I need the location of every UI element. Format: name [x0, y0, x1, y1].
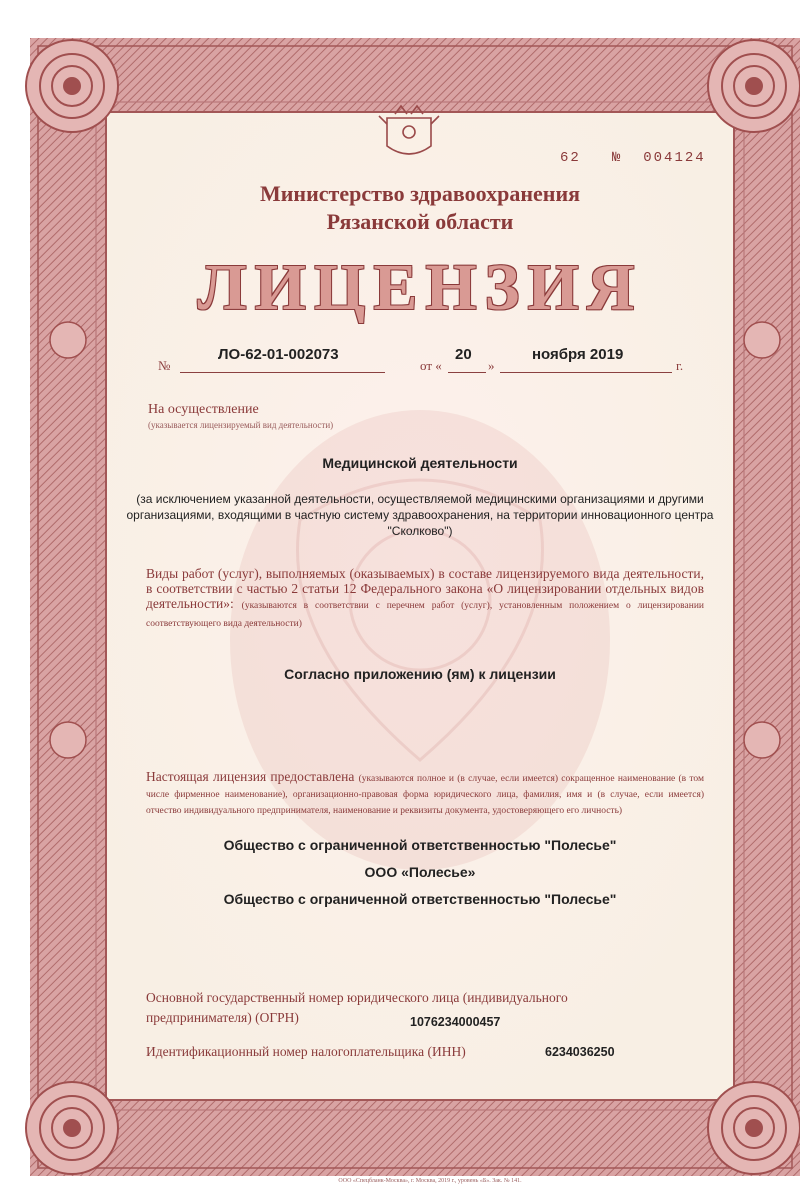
printer-note: ООО «Спецбланк-Москва», г. Москва, 2019 г., уровень «Б». Зак. № 141. [338, 1178, 522, 1184]
granted-label: Настоящая лицензия предоставлена [146, 769, 355, 784]
activity-label: На осуществление [148, 402, 259, 417]
date-month-underline [500, 372, 672, 373]
serial-number [560, 150, 706, 166]
works-block [146, 566, 704, 632]
organization-brand-name: Общество с ограниченной ответственностью "Полесье" [223, 891, 617, 907]
activity-note: (за исключением указанной деятельности, осуществляемой медицинскими организациями и другими организациями, входящими в частную систему здравоохранения, на территории инновационного центра "Сколково") [126, 492, 714, 538]
date-prefix: от « [420, 358, 442, 373]
granted-block [146, 770, 704, 818]
ogrn-label-line-2: предпринимателя) (ОГРН) [146, 1010, 299, 1025]
document-title: ЛИЦЕНЗИЯ [197, 251, 643, 324]
date-month-year: ноября 2019 [532, 346, 624, 363]
works-text: Виды работ (услуг), выполняемых (оказываемых) в составе лицензируемого вида деятельности, в соответствии с частью 2 статьи 12 Федерального закона «О лицензировании отдельных видов деятельности»: [146, 566, 704, 611]
authority-line-2: Рязанской области [326, 209, 514, 234]
license-number: ЛО-62-01-002073 [218, 346, 339, 363]
granted-hint: (указываются полное и (в случае, если имеется) сокращенное наименование (в том числе фирменное наименование), организационно-правовая форма юридического лица, фамилия, имя и (в случае, если имеется) отчество индивидуального предпринимателя, наименование и реквизиты документа, удостоверяющего его личность) [146, 774, 705, 816]
license-number-label: № [158, 358, 171, 373]
corner-rosette-tl [26, 40, 118, 132]
activity-hint: (указывается лицензируемый вид деятельности) [148, 420, 334, 430]
works-value: Согласно приложению (ям) к лицензии [284, 666, 556, 682]
inn-value: 6234036250 [545, 1045, 615, 1059]
date-day-underline [448, 372, 486, 373]
serial-value: 004124 [643, 150, 706, 166]
corner-rosette-tr [708, 40, 800, 132]
date-day: 20 [455, 346, 472, 363]
issuing-authority [150, 180, 690, 236]
date-year-suffix: г. [676, 358, 684, 373]
inn-label: Идентификационный номер налогоплательщика (ИНН) [146, 1044, 466, 1059]
ogrn-value: 1076234000457 [410, 1015, 501, 1029]
ogrn-label-line-1: Основной государственный номер юридического лица (индивидуального [146, 990, 568, 1005]
works-hint: (указываются в соответствии с перечнем работ (услуг), установленным положением о лицензировании соответствующего вида деятельности) [146, 601, 704, 629]
serial-number-sign: № [612, 150, 623, 166]
corner-rosette-bl [26, 1082, 118, 1174]
organization-full-name: Общество с ограниченной ответственностью "Полесье" [223, 837, 617, 853]
serial-series: 62 [560, 150, 581, 166]
corner-rosette-br [708, 1082, 800, 1174]
date-day-suffix: » [488, 358, 495, 373]
activity-name: Медицинской деятельности [322, 455, 518, 471]
authority-line-1: Министерство здравоохранения [259, 181, 581, 206]
license-number-underline [180, 372, 385, 373]
organization-short-name: ООО «Полесье» [364, 864, 476, 880]
